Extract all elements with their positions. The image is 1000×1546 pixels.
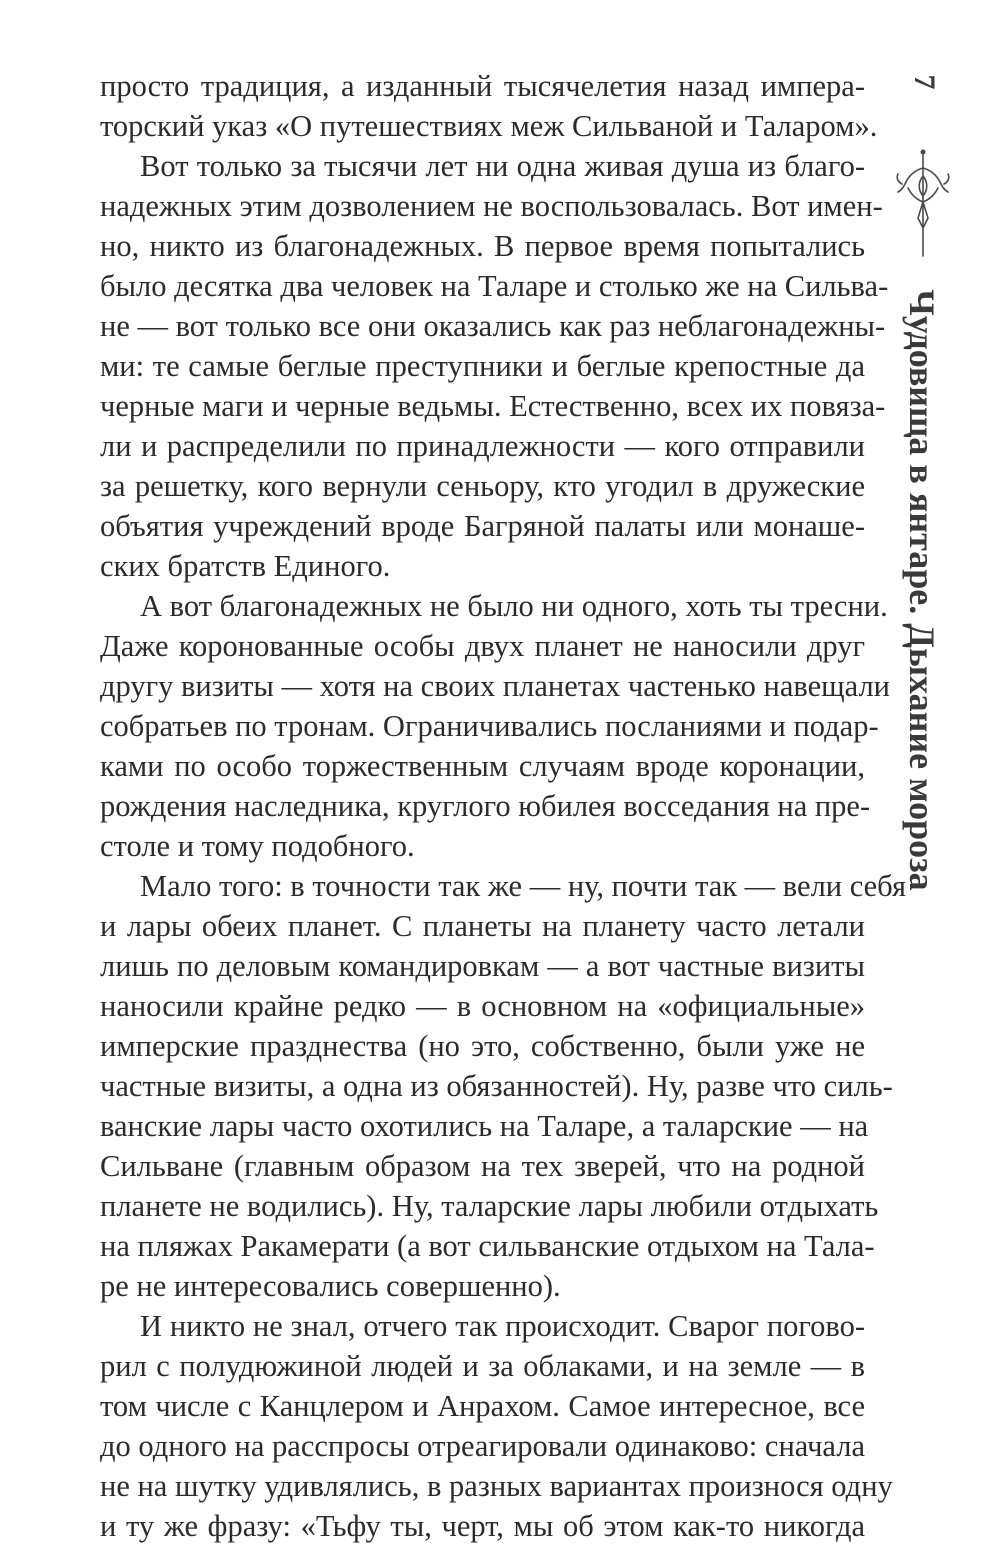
text-line: надежных этим дозволением не воспользовалась. Вот имен-: [100, 189, 883, 223]
text-line: том числе с Канцлером и Анрахом. Самое интересное, все: [100, 1389, 865, 1423]
text-line: ками по особо торжественным случаям вроде коронации,: [100, 749, 865, 783]
text-line: Сильване (главным образом на тех зверей, что на родной: [100, 1149, 865, 1183]
text-line: не — вот только все они оказались как раз неблагонадежны-: [100, 309, 886, 343]
text-line: но, никто из благонадежных. В первое время попытались: [100, 229, 865, 263]
text-line: просто традиция, а изданный тысячелетия назад импера-: [100, 69, 865, 103]
text-line: ских братств Единого.: [100, 549, 391, 583]
text-line: за решетку, кого вернули сеньору, кто угодил в дружеские: [100, 469, 865, 503]
text-line: рождения наследника, круглого юбилея восседания на пре-: [100, 789, 871, 823]
text-line: частные визиты, а одна из обязанностей). Ну, разве что силь-: [100, 1069, 893, 1103]
text-line: ми: те самые беглые преступники и беглые крепостные да: [100, 349, 865, 383]
sword-ornament-icon: [888, 148, 958, 258]
text-line: А вот благонадежных не было ни одного, хоть ты тресни.: [140, 589, 888, 623]
text-line: собратьев по тронам. Ограничивались посланиями и подар-: [100, 709, 879, 743]
text-line: объятия учреждений вроде Багряной палаты или монаше-: [100, 509, 865, 543]
running-title: Чудовища в янтаре. Дыхание мороза: [902, 289, 942, 891]
text-line: И никто не знал, отчего так происходит. Сварог погово-: [140, 1309, 865, 1343]
text-line: и ту же фразу: «Тьфу ты, черт, мы об этом как-то никогда: [100, 1509, 865, 1543]
text-line: черные маги и черные ведьмы. Естественно, всех их повяза-: [100, 389, 886, 423]
text-line: на пляжах Ракамерати (а вот сильванские отдыхом на Тала-: [100, 1229, 875, 1263]
text-line: и лары обеих планет. С планеты на планету часто летали: [100, 909, 865, 943]
text-line: рил с полудюжиной людей и за облаками, и на земле — в: [100, 1349, 865, 1383]
text-line: Даже коронованные особы двух планет не наносили друг: [100, 629, 865, 663]
text-line: Вот только за тысячи лет ни одна живая душа из благо-: [140, 149, 865, 183]
page-number: 7: [908, 74, 941, 90]
text-line: столе и тому подобного.: [100, 829, 415, 863]
text-line: до одного на расспросы отреагировали одинаково: сначала: [100, 1429, 865, 1463]
text-line: торский указ «О путешествиях меж Сильваной и Таларом».: [100, 109, 878, 143]
text-line: другу визиты — хотя на своих планетах частенько навещали: [100, 669, 891, 703]
text-line: имперские празднества (но это, собственно, были уже не: [100, 1029, 865, 1063]
text-line: планете не водились). Ну, таларские лары любили отдыхать: [100, 1189, 879, 1223]
text-line: ли и распределили по принадлежности — кого отправили: [100, 429, 865, 463]
text-line: ре не интересовались совершенно).: [100, 1269, 561, 1303]
body-text: [100, 66, 906, 1546]
text-line: ванские лары часто охотились на Таларе, а таларские — на: [100, 1109, 869, 1143]
text-line: лишь по деловым командировкам — а вот частные визиты: [100, 949, 865, 983]
text-line: наносили крайне редко — в основном на «официальные»: [100, 989, 865, 1023]
text-line: не на шутку удивлялись, в разных вариантах произнося одну: [100, 1469, 893, 1503]
text-line: Мало того: в точности так же — ну, почти так — вели себя: [140, 869, 906, 903]
text-line: было десятка два человек на Таларе и столько же на Сильва-: [100, 269, 889, 303]
